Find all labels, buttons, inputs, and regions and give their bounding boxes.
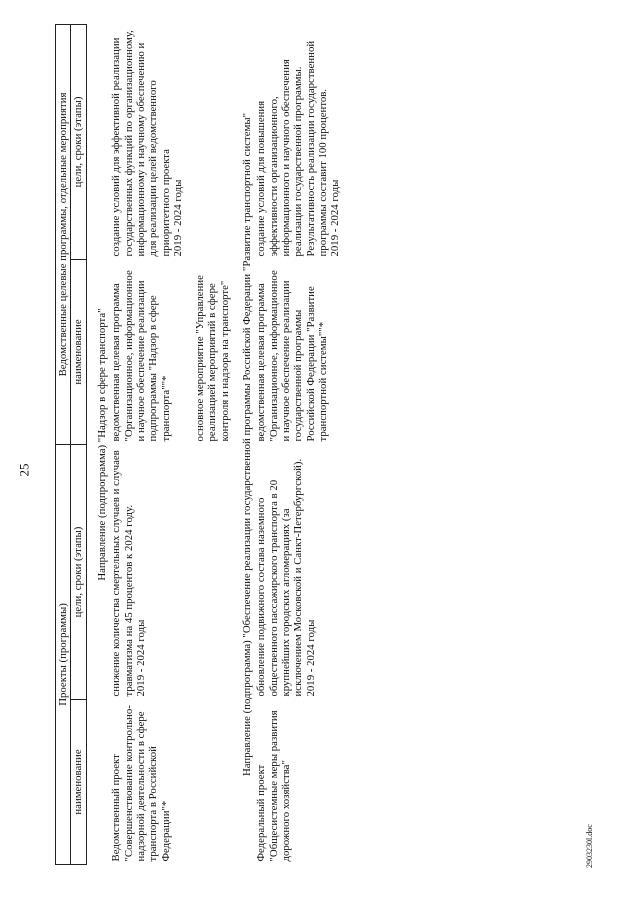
header-program-goals: цели, сроки (этапы) (71, 24, 86, 259)
page-number: 25 (16, 463, 32, 477)
project-goals: снижение количества смертельных случаев и случаев травматизма на 45 процентов к 2024 году. 2019 - 2024 годы (110, 450, 147, 697)
header-projects: Проекты (программы) (56, 444, 71, 864)
main-activity-name: основное мероприятие "Управление реализацией мероприятий в сфере контроля и надзора на транспорте" (194, 275, 231, 442)
header-departmental-programs: Ведомственные целевые программы, отдельные мероприятия (56, 24, 71, 444)
header-project-name: наименование (71, 700, 86, 865)
rotated-table-page (55, 25, 555, 865)
program-goals: создание условий для эффективной реализации государственных функций по организационному, информационному и научному обеспечению и для реализации целей ведомственного приоритетного проекта 2019 - 2024 годы (110, 30, 184, 257)
header-project-goals: цели, сроки (этапы) (71, 444, 86, 699)
programs-table (55, 24, 341, 865)
section-title-transport-supervision: Направление (подпрограмма) "Надзор в сфере транспорта" (96, 308, 109, 581)
project-name: Ведомственный проект "Совершенствование контрольно-надзорной деятельности в сфере транспорта в Российской Федерации"* (110, 705, 172, 862)
project-name: Федеральный проект "Общесистемные меры развития дорожного хозяйства" (255, 710, 292, 862)
program-goals: создание условий для повышения эффективности организационного, информационного и научного обеспечения реализации государственной программы. Результативность реализации государственной программы составит 100 процентов. 2019 - 2024 годы (255, 40, 342, 257)
section-title-state-program: Направление (подпрограмма) "Обеспечение реализации государственной программы Российской Федерации "Развитие транспортной системы" (241, 112, 254, 777)
project-goals: обновление подвижного состава наземного общественного пассажирского транспорта в 20 крупнейших городских агломерациях (за исключением Московской и Санкт-Петербургской). 2019 - 2024 годы (255, 458, 317, 697)
header-program-name: наименование (71, 259, 86, 444)
program-name: ведомственная целевая программа "Организационное, информационное и научное обеспечение реализации государственной программы Российской Федерации "Развитие транспортной системы""* (255, 270, 329, 442)
document-id: 2903230l.doc (585, 824, 594, 868)
program-name: ведомственная целевая программа "Организационное, информационное и научное обеспечение реализации подпрограммы "Надзор в сфере транспорта""* (110, 270, 172, 442)
